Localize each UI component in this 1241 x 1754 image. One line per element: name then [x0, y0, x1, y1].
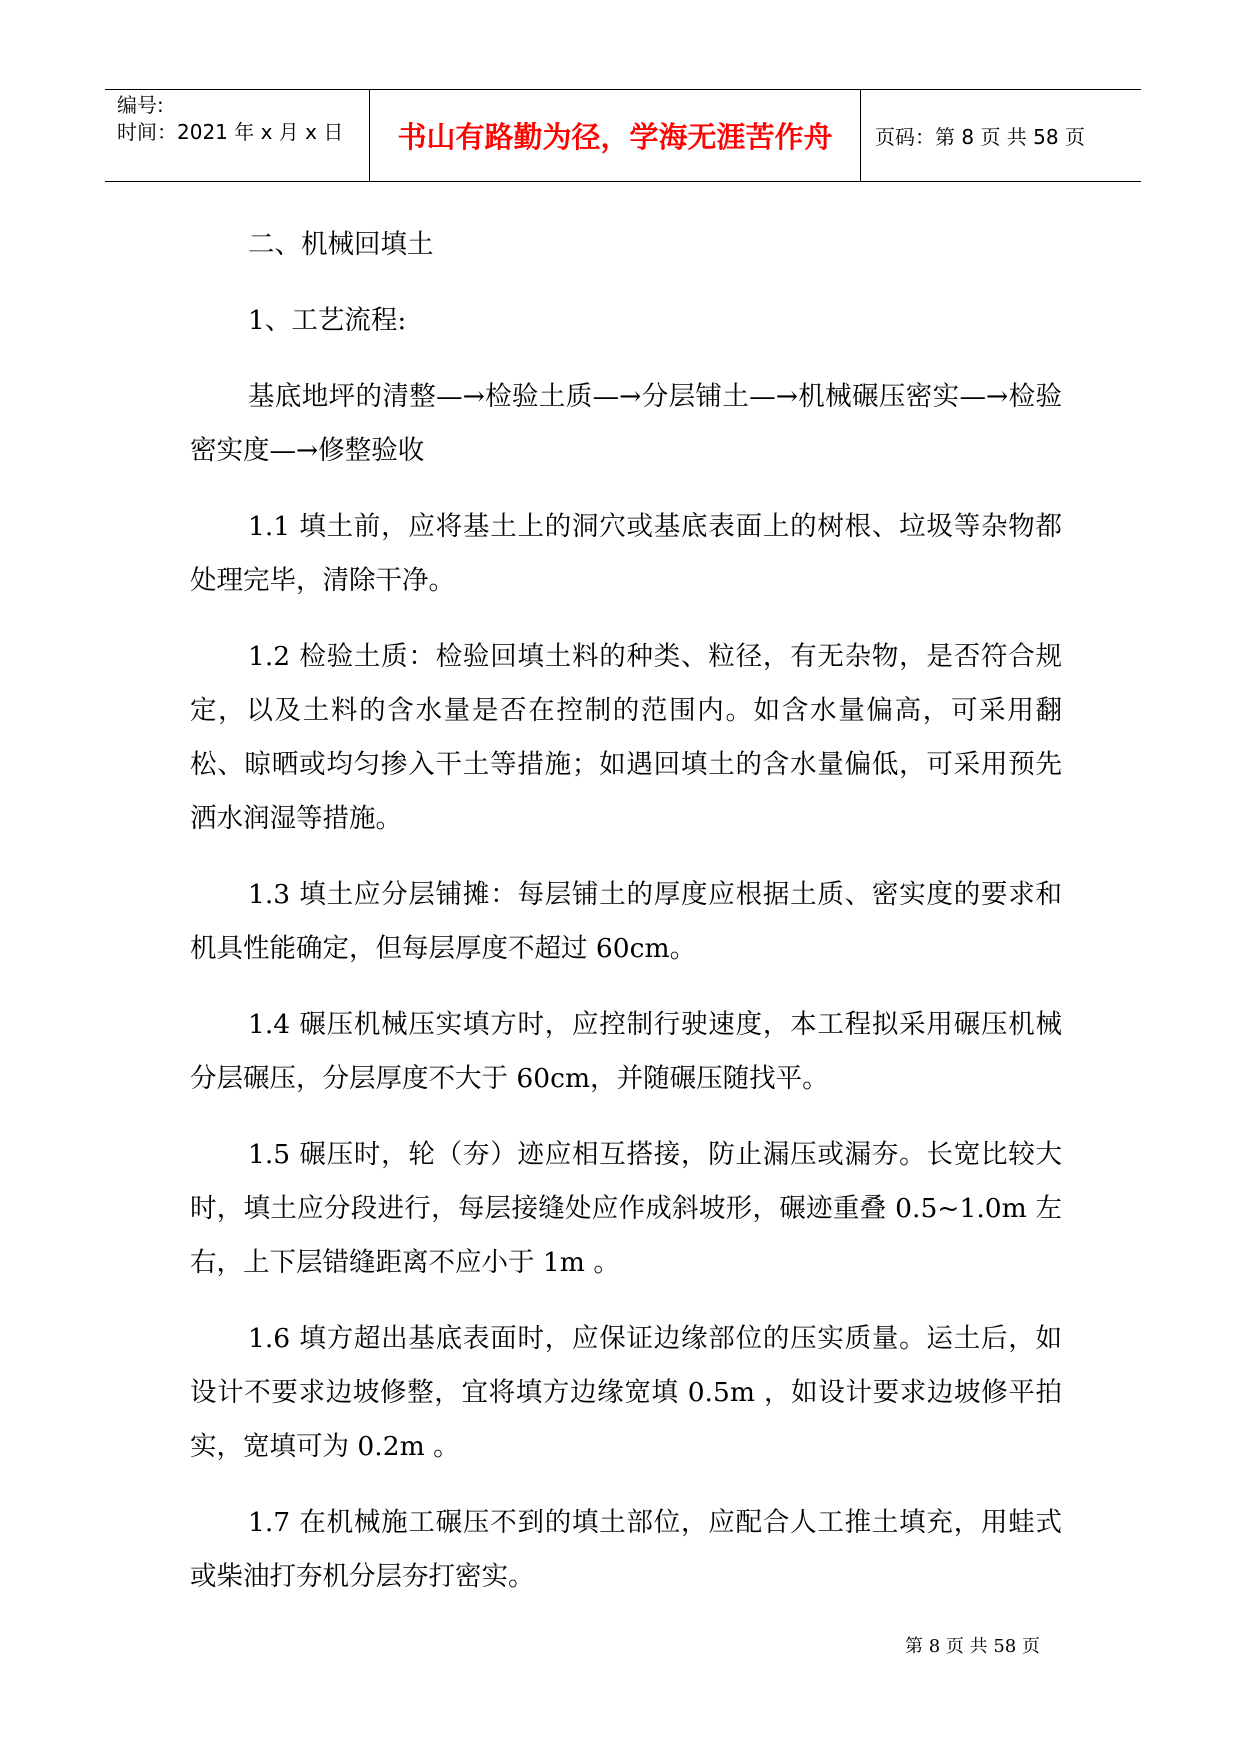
header-motto: 书山有路勤为径，学海无涯苦作舟	[397, 120, 833, 154]
paragraph-1-3: 1.3 填土应分层铺摊：每层铺土的厚度应根据土质、密实度的要求和机具性能确定，但每层厚度不超过 60cm。	[190, 879, 1062, 964]
paragraph-1-2: 1.2 检验土质：检验回填土料的种类、粒径，有无杂物，是否符合规定，以及土料的含水量是否在控制的范围内。如含水量偏高，可采用翻松、晾晒或均匀掺入干土等措施；如遇回填土的含水量偏低，可采用预先洒水润湿等措施。	[190, 641, 1062, 834]
document-header	[105, 89, 1141, 182]
paragraph-1-1: 1.1 填土前，应将基土上的洞穴或基底表面上的树根、垃圾等杂物都处理完毕，清除干净。	[190, 511, 1062, 596]
paragraph-1-4: 1.4 碾压机械压实填方时，应控制行驶速度，本工程拟采用碾压机械分层碾压，分层厚度不大于 60cm，并随碾压随找平。	[190, 1009, 1062, 1094]
paragraph-1-5: 1.5 碾压时，轮（夯）迹应相互搭接，防止漏压或漏夯。长宽比较大时，填土应分段进行，每层接缝处应作成斜坡形，碾迹重叠 0.5~1.0m 左右，上下层错缝距离不应小于 1m 。	[190, 1139, 1062, 1278]
document-body	[190, 218, 1062, 1626]
page-footer: 第 8 页 共 58 页	[905, 1636, 1040, 1657]
header-divider-left	[369, 90, 370, 181]
header-divider-right	[860, 90, 861, 181]
number-label: 编号:	[117, 93, 164, 117]
section-subheading: 1、工艺流程:	[248, 305, 407, 336]
paragraph-process-flow: 基底地坪的清整—→检验土质—→分层铺土—→机械碾压密实—→检验密实度—→修整验收	[190, 381, 1062, 466]
section-heading: 二、机械回填土	[248, 229, 434, 260]
paragraph-1-7: 1.7 在机械施工碾压不到的填土部位，应配合人工推土填充，用蛙式或柴油打夯机分层夯打密实。	[190, 1507, 1062, 1592]
time-label: 时间：2021 年 x 月 x 日	[117, 120, 344, 144]
header-page-code: 页码：第 8 页 共 58 页	[875, 125, 1085, 149]
header-meta	[117, 92, 367, 146]
paragraph-1-6: 1.6 填方超出基底表面时，应保证边缘部位的压实质量。运土后，如设计不要求边坡修整，宜将填方边缘宽填 0.5m ，如设计要求边坡修平拍实，宽填可为 0.2m 。	[190, 1323, 1062, 1462]
